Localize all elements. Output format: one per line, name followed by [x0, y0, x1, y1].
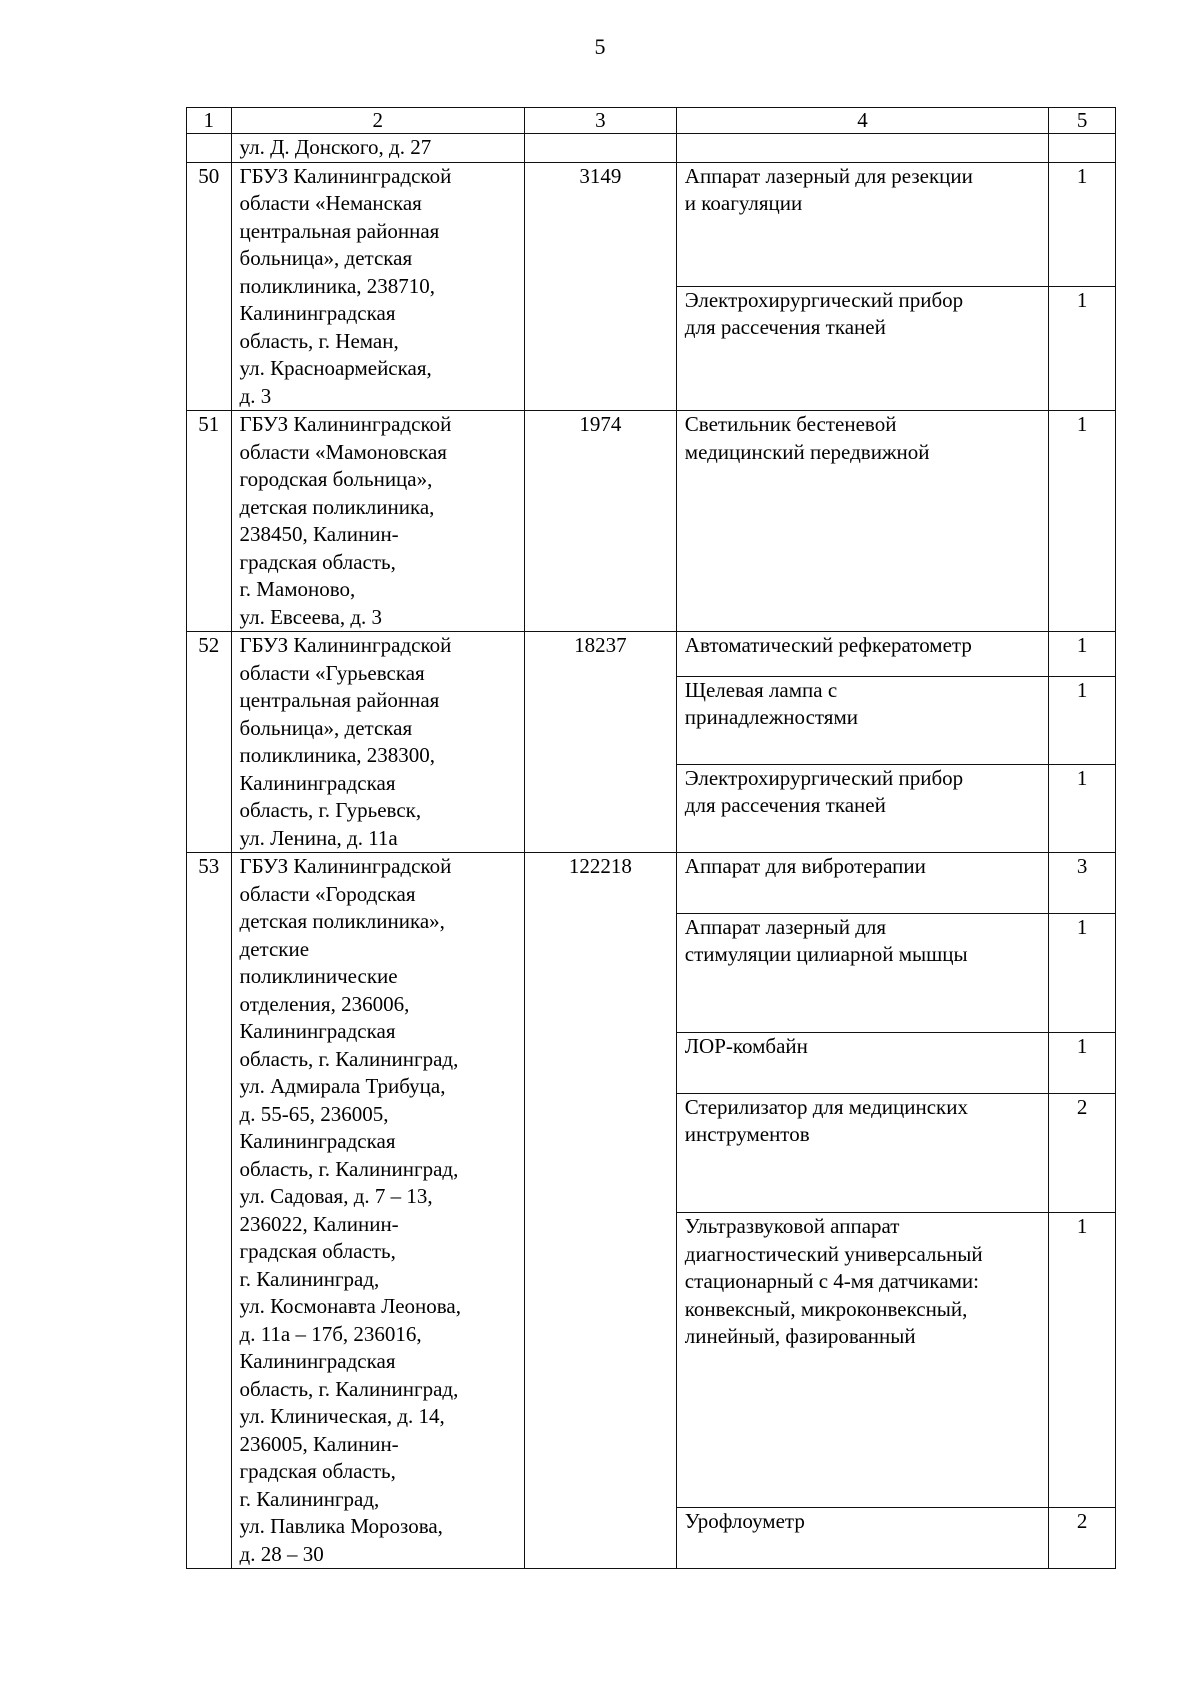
row-number-cell: 50	[187, 162, 232, 411]
equipment-table	[186, 107, 1116, 1569]
organization-line: ул. Адмирала Трибуца,	[239, 1074, 446, 1098]
row-number-cell: 53	[187, 853, 232, 1569]
equipment-name-line: ЛОР-комбайн	[684, 1034, 808, 1059]
organization-line: больница», детская	[239, 246, 413, 270]
organization-line: Калининградская	[239, 1129, 396, 1153]
organization-line: ул. Евсеева, д. 3	[239, 604, 383, 629]
equipment-name-cell	[676, 1213, 1048, 1508]
table-row	[187, 162, 1116, 286]
organization-line: область, г. Калининград,	[239, 1376, 459, 1401]
equipment-name-cell	[676, 913, 1048, 1032]
equipment-name-line: стимуляции цилиарной мышцы	[684, 942, 968, 967]
organization-line: ул. Космонавта Леонова,	[239, 1294, 461, 1318]
organization-cell	[231, 411, 524, 632]
continuation-item-cell	[676, 134, 1048, 163]
continuation-amount-cell	[524, 134, 676, 163]
organization-line: область, г. Гурьевск,	[239, 798, 422, 822]
quantity-cell: 1	[1049, 764, 1116, 852]
equipment-name-line: линейный, фазированный	[684, 1324, 916, 1349]
equipment-name-line: и коагуляции	[684, 191, 803, 215]
organization-line: ГБУЗ Калининградской	[239, 633, 452, 657]
organization-line: поликлиника, 238300,	[239, 743, 436, 767]
row-number-cell: 52	[187, 632, 232, 853]
equipment-name-line: медицинский передвижной	[684, 439, 930, 464]
organization-line: городская больница»,	[239, 467, 433, 491]
organization-line: д. 11а – 17б, 236016,	[239, 1321, 422, 1346]
organization-line: г. Калининград,	[239, 1266, 380, 1291]
header-col-5: 5	[1049, 108, 1116, 134]
quantity-cell: 2	[1049, 1508, 1116, 1569]
equipment-name-line: Аппарат лазерный для резекции	[684, 163, 973, 188]
organization-line: д. 3	[239, 383, 272, 408]
equipment-name-line: принадлежностями	[684, 705, 858, 730]
organization-line: поликлинические	[239, 964, 398, 988]
header-col-2: 2	[231, 108, 524, 134]
continuation-row	[187, 134, 1116, 163]
organization-line: г. Мамоново,	[239, 577, 356, 601]
address-line: ул. Д. Донского, д. 27	[239, 135, 432, 159]
quantity-cell: 2	[1049, 1093, 1116, 1212]
organization-line: Калининградская	[239, 770, 396, 795]
organization-cell	[231, 162, 524, 411]
continuation-num-cell	[187, 134, 232, 163]
table-row	[187, 853, 1116, 914]
equipment-name-line: для рассечения тканей	[684, 315, 886, 340]
quantity-cell: 1	[1049, 913, 1116, 1032]
organization-line: ул. Красноармейская,	[239, 356, 432, 380]
equipment-name-cell	[676, 853, 1048, 914]
organization-line: область, г. Калининград,	[239, 1046, 459, 1071]
equipment-name-cell	[676, 632, 1048, 677]
amount-cell: 3149	[524, 162, 676, 411]
organization-line: градская область,	[239, 1239, 396, 1263]
organization-line: ул. Садовая, д. 7 – 13,	[239, 1184, 433, 1208]
equipment-name-cell	[676, 286, 1048, 410]
equipment-name-line: Урофлоуметр	[684, 1509, 805, 1534]
table-row	[187, 632, 1116, 677]
equipment-name-line: конвексный, микроконвексный,	[684, 1296, 968, 1321]
organization-line: поликлиника, 238710,	[239, 273, 436, 298]
organization-line: Калининградская	[239, 1019, 396, 1043]
organization-line: области «Гурьевская	[239, 660, 425, 685]
equipment-name-line: Щелевая лампа с	[684, 677, 838, 702]
equipment-name-line: Ультразвуковой аппарат	[684, 1214, 900, 1239]
quantity-cell: 3	[1049, 853, 1116, 914]
equipment-name-cell	[676, 1508, 1048, 1569]
equipment-name-line: Аппарат для вибротерапии	[684, 854, 926, 878]
equipment-name-cell	[676, 1033, 1048, 1094]
organization-line: ул. Павлика Морозова,	[239, 1514, 443, 1538]
equipment-name-line: Электрохирургический прибор	[684, 287, 964, 312]
equipment-name-line: Аппарат лазерный для	[684, 914, 887, 939]
quantity-cell: 1	[1049, 162, 1116, 286]
equipment-name-line: Стерилизатор для медицинских	[684, 1094, 968, 1119]
organization-line: центральная районная	[239, 688, 440, 712]
equipment-name-line: Светильник бестеневой	[684, 412, 897, 436]
equipment-name-cell	[676, 162, 1048, 286]
organization-line: области «Неманская	[239, 191, 422, 215]
amount-cell: 1974	[524, 411, 676, 632]
organization-line: область, г. Неман,	[239, 328, 399, 353]
organization-line: ГБУЗ Калининградской	[239, 163, 452, 188]
quantity-cell: 1	[1049, 411, 1116, 632]
organization-line: области «Мамоновская	[239, 439, 447, 464]
organization-line: области «Городская	[239, 881, 416, 906]
equipment-name-line: для рассечения тканей	[684, 793, 886, 818]
header-col-4: 4	[676, 108, 1048, 134]
equipment-name-line: Электрохирургический прибор	[684, 765, 964, 790]
equipment-name-cell	[676, 1093, 1048, 1212]
quantity-cell: 1	[1049, 1213, 1116, 1508]
organization-line: область, г. Калининград,	[239, 1156, 459, 1181]
organization-line: 236022, Калинин-	[239, 1211, 399, 1236]
organization-line: Калининградская	[239, 301, 396, 325]
organization-line: Калининградская	[239, 1349, 396, 1373]
organization-line: 236005, Калинин-	[239, 1431, 399, 1456]
quantity-cell: 1	[1049, 676, 1116, 764]
equipment-name-line: Автоматический рефкератометр	[684, 633, 972, 657]
quantity-cell: 1	[1049, 286, 1116, 410]
header-col-3: 3	[524, 108, 676, 134]
equipment-name-line: диагностический универсальный	[684, 1241, 983, 1266]
organization-line: детская поликлиника,	[239, 494, 435, 519]
organization-line: детские	[239, 936, 310, 961]
organization-line: ул. Клиническая, д. 14,	[239, 1404, 445, 1428]
organization-line: ГБУЗ Калининградской	[239, 854, 452, 878]
equipment-name-line: стационарный с 4-мя датчиками:	[684, 1269, 979, 1294]
table-row	[187, 411, 1116, 632]
amount-cell: 122218	[524, 853, 676, 1569]
continuation-qty-cell	[1049, 134, 1116, 163]
equipment-name-cell	[676, 411, 1048, 632]
organization-line: градская область,	[239, 1459, 396, 1483]
organization-cell	[231, 632, 524, 853]
equipment-name-cell	[676, 676, 1048, 764]
organization-line: д. 55-65, 236005,	[239, 1101, 389, 1126]
organization-line: больница», детская	[239, 715, 413, 740]
page-number: 5	[594, 34, 606, 59]
organization-line: отделения, 236006,	[239, 991, 410, 1016]
organization-line: ул. Ленина, д. 11а	[239, 825, 398, 850]
organization-line: 238450, Калинин-	[239, 522, 399, 546]
row-number-cell: 51	[187, 411, 232, 632]
equipment-name-cell	[676, 764, 1048, 852]
header-col-1: 1	[187, 108, 232, 134]
amount-cell: 18237	[524, 632, 676, 853]
quantity-cell: 1	[1049, 632, 1116, 677]
organization-line: градская область,	[239, 549, 396, 574]
organization-line: центральная районная	[239, 218, 440, 243]
table-header-row	[187, 108, 1116, 134]
continuation-address-cell	[231, 134, 524, 163]
organization-line: г. Калининград,	[239, 1486, 380, 1511]
organization-line: ГБУЗ Калининградской	[239, 412, 452, 436]
equipment-name-line: инструментов	[684, 1122, 810, 1147]
organization-line: д. 28 – 30	[239, 1541, 324, 1566]
organization-line: детская поликлиника»,	[239, 909, 445, 933]
quantity-cell: 1	[1049, 1033, 1116, 1094]
organization-cell	[231, 853, 524, 1569]
